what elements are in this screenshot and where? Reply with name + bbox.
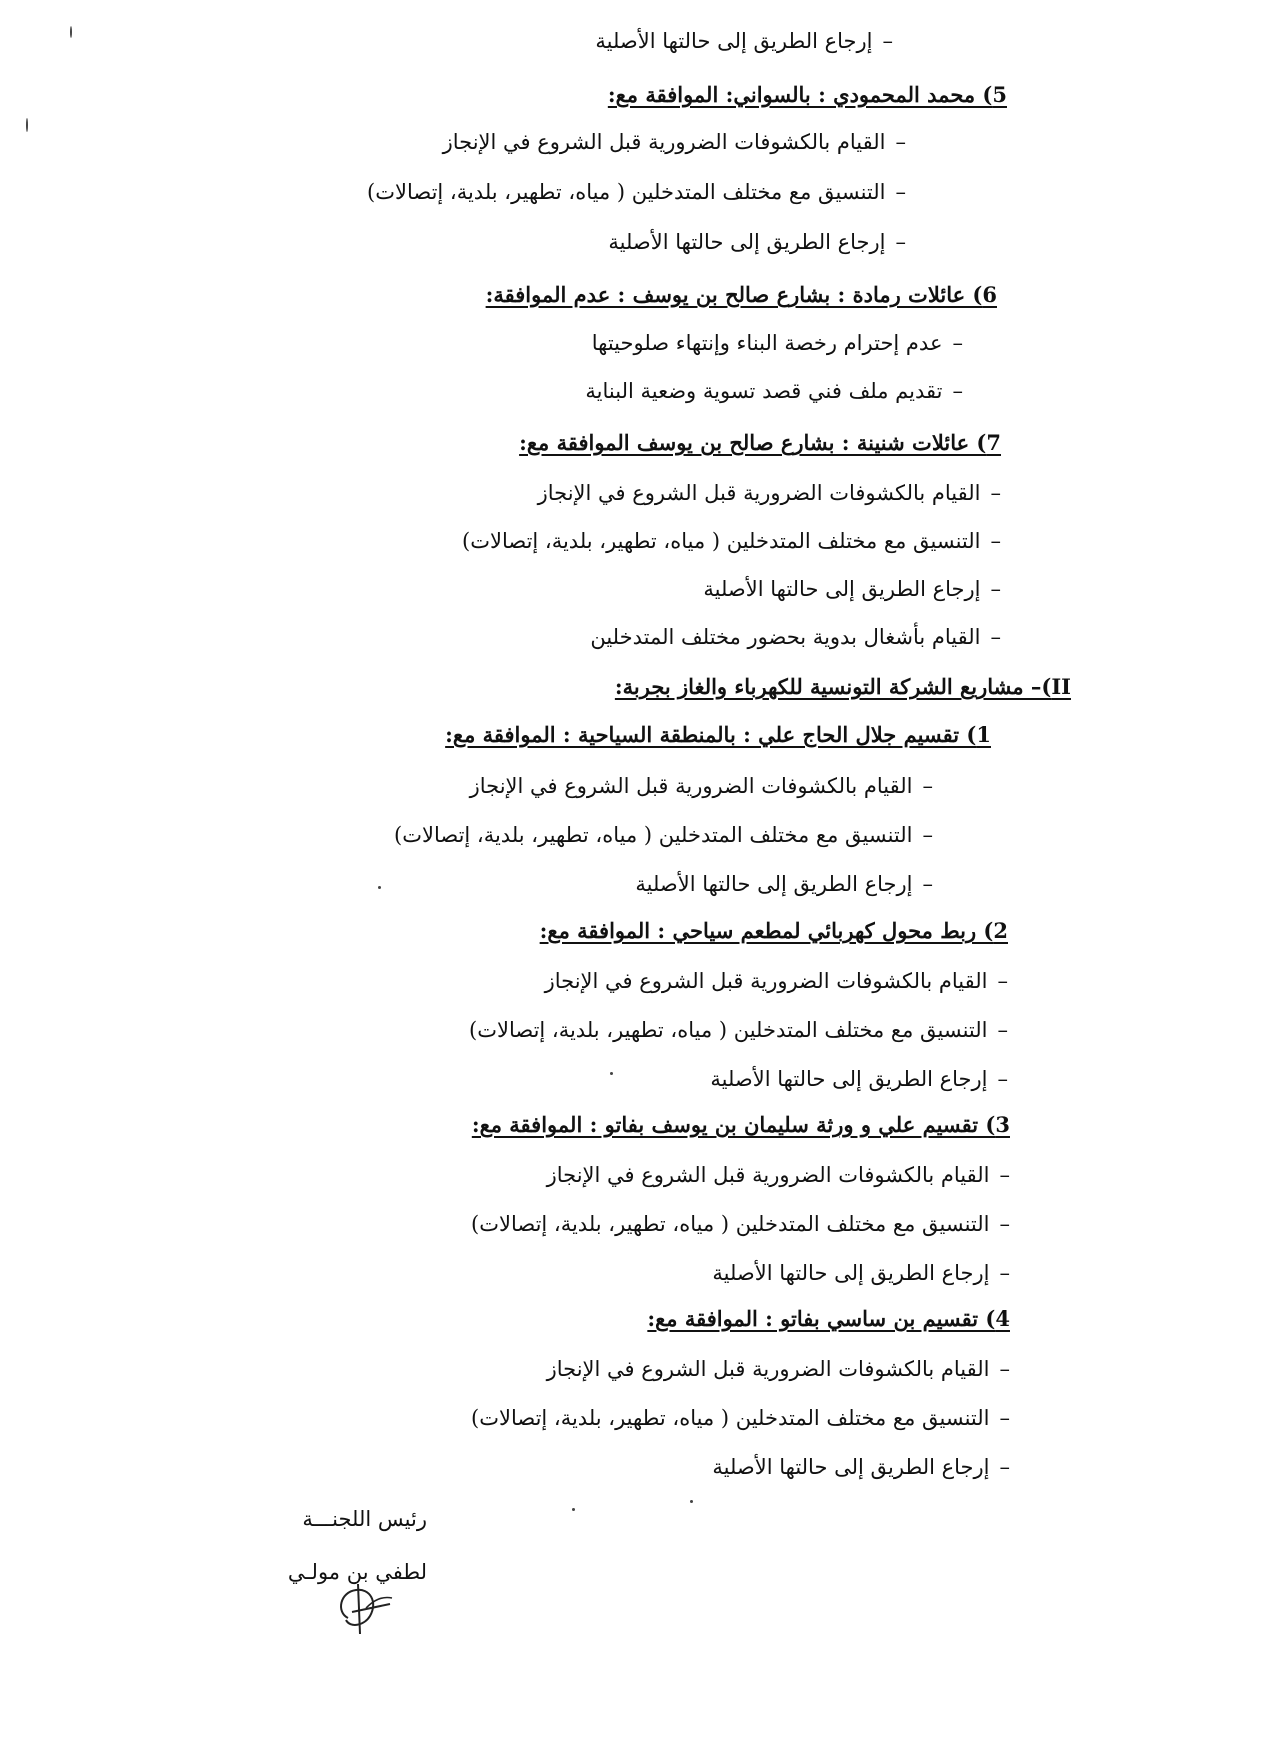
bullet-dash: –: [999, 1406, 1010, 1430]
list-item: [635, 869, 933, 899]
item-text: القيام بأشغال بدوية بحضور مختلف المتدخلين: [590, 625, 981, 649]
item-text: تقديم ملف فني قصد تسوية وضعية البناية: [585, 379, 943, 403]
bullet-dash: –: [997, 1067, 1008, 1091]
list-item: [443, 127, 906, 157]
list-item: [712, 1452, 1010, 1482]
signature-title: رئيس اللجنـــة: [302, 1507, 427, 1531]
section-title: II)– مشاريع الشركة التونسية للكهرباء والغاز بجربة:: [614, 674, 1071, 699]
list-item: [712, 1258, 1010, 1288]
bullet-dash: –: [999, 1163, 1010, 1187]
item-text: القيام بالكشوفات الضرورية قبل الشروع في الإنجاز: [546, 1163, 990, 1187]
item-text: التنسيق مع مختلف المتدخلين ( مياه، تطهير، بلدية، إتصالات): [462, 529, 981, 553]
list-item: [608, 227, 906, 257]
list-item: [471, 1209, 1010, 1239]
list-item: [592, 328, 963, 358]
list-item: [469, 1015, 1008, 1045]
item-text: إرجاع الطريق إلى حالتها الأصلية: [712, 1261, 990, 1285]
bullet-dash: –: [999, 1212, 1010, 1236]
bullet-dash: –: [922, 872, 933, 896]
list-item: [547, 1160, 1010, 1190]
section-heading: 1) تقسيم جلال الحاج علي : بالمنطقة السياحية : الموافقة مع:: [445, 722, 991, 747]
section-heading: 3) تقسيم علي و ورثة سليمان بن يوسف بفاتو : الموافقة مع:: [471, 1112, 1010, 1137]
bullet-dash: –: [990, 577, 1001, 601]
bullet-dash: –: [999, 1455, 1010, 1479]
item-text: إرجاع الطريق إلى حالتها الأصلية: [712, 1455, 990, 1479]
list-item: [710, 1064, 1008, 1094]
item-text: القيام بالكشوفات الضرورية قبل الشروع في الإنجاز: [537, 481, 981, 505]
list-item: [545, 966, 1008, 996]
item-text: القيام بالكشوفات الضرورية قبل الشروع في الإنجاز: [546, 1357, 990, 1381]
signature-name: لطفي بن مولـي: [287, 1560, 427, 1584]
list-item: [590, 622, 1001, 652]
list-item: [471, 1403, 1010, 1433]
bullet-dash: –: [990, 529, 1001, 553]
bullet-dash: –: [997, 1018, 1008, 1042]
section-heading: 2) ربط محول كهربائي لمطعم سياحي : الموافقة مع:: [539, 918, 1008, 943]
item-text: التنسيق مع مختلف المتدخلين ( مياه، تطهير، بلدية، إتصالات): [471, 1406, 990, 1430]
section-heading: 6) عائلات رمادة : بشارع صالح بن يوسف : عدم الموافقة:: [485, 282, 997, 307]
section-heading: 7) عائلات شنينة : بشارع صالح بن يوسف الموافقة مع:: [519, 430, 1001, 455]
bullet-dash: –: [952, 379, 963, 403]
handwritten-signature: [330, 1578, 400, 1638]
bullet-dash: –: [895, 130, 906, 154]
bullet-dash: –: [895, 180, 906, 204]
bullet-dash: –: [952, 331, 963, 355]
list-item: [585, 376, 963, 406]
item-text: القيام بالكشوفات الضرورية قبل الشروع في الإنجاز: [469, 774, 913, 798]
item-text: القيام بالكشوفات الضرورية قبل الشروع في الإنجاز: [544, 969, 988, 993]
bullet-dash: –: [999, 1261, 1010, 1285]
item-text: التنسيق مع مختلف المتدخلين ( مياه، تطهير، بلدية، إتصالات): [469, 1018, 988, 1042]
section-heading: 4) تقسيم بن ساسي بفاتو : الموافقة مع:: [647, 1306, 1010, 1331]
list-item: [394, 820, 933, 850]
bullet-dash: –: [990, 625, 1001, 649]
bullet-dash: –: [990, 481, 1001, 505]
item-text: التنسيق مع مختلف المتدخلين ( مياه، تطهير، بلدية، إتصالات): [394, 823, 913, 847]
item-text: إرجاع الطريق إلى حالتها الأصلية: [608, 230, 886, 254]
item-text: إرجاع الطريق إلى حالتها الأصلية: [595, 29, 873, 53]
bullet-dash: –: [922, 823, 933, 847]
item-text: التنسيق مع مختلف المتدخلين ( مياه، تطهير، بلدية، إتصالات): [367, 180, 886, 204]
item-text: عدم إحترام رخصة البناء وإنتهاء صلوحيتها: [591, 331, 943, 355]
item-text: إرجاع الطريق إلى حالتها الأصلية: [635, 872, 913, 896]
bullet-dash: –: [999, 1357, 1010, 1381]
bullet-dash: –: [895, 230, 906, 254]
bullet-dash: –: [882, 29, 893, 53]
list-item: [547, 1354, 1010, 1384]
list-item: [462, 526, 1001, 556]
bullet-dash: –: [922, 774, 933, 798]
section-heading: 5) محمد المحمودي : بالسواني: الموافقة مع:: [607, 82, 1007, 107]
list-item: [538, 478, 1001, 508]
item-text: التنسيق مع مختلف المتدخلين ( مياه، تطهير، بلدية، إتصالات): [471, 1212, 990, 1236]
list-item: [703, 574, 1001, 604]
list-item: [470, 771, 933, 801]
bullet-dash: –: [997, 969, 1008, 993]
item-text: القيام بالكشوفات الضرورية قبل الشروع في الإنجاز: [442, 130, 886, 154]
list-item: [367, 177, 906, 207]
item-text: إرجاع الطريق إلى حالتها الأصلية: [703, 577, 981, 601]
list-item: [595, 26, 893, 56]
item-text: إرجاع الطريق إلى حالتها الأصلية: [710, 1067, 988, 1091]
